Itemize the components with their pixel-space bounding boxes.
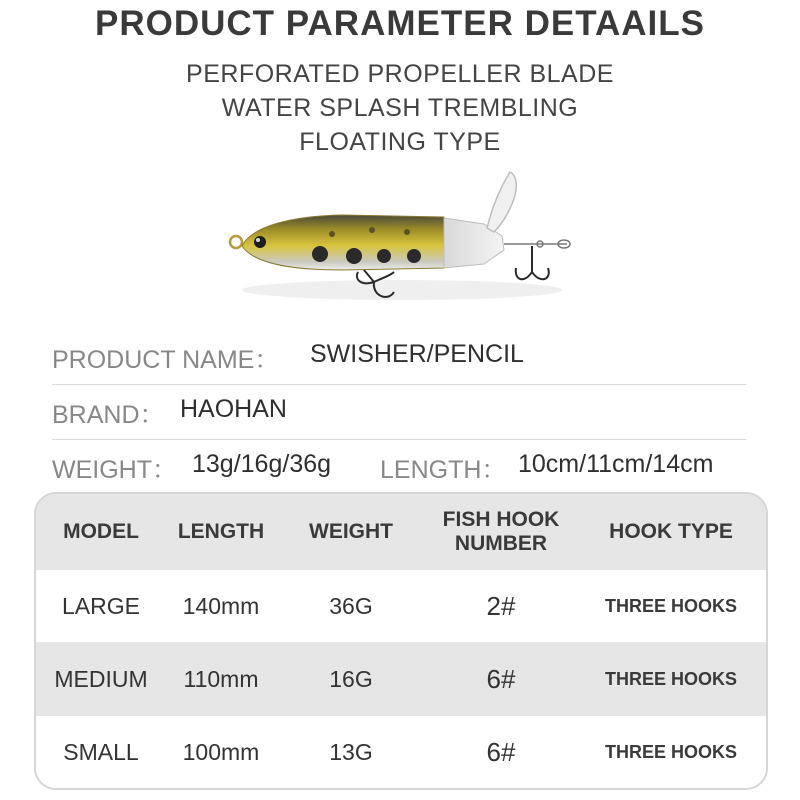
brand-value: HAOHAN — [180, 395, 287, 423]
product-name-row — [52, 340, 746, 385]
rear-treble-hook-icon — [516, 246, 549, 279]
length-label: LENGTH： — [380, 456, 507, 484]
weight-label: WEIGHT： — [52, 456, 177, 484]
cell-hook-number: 6# — [486, 663, 516, 694]
header-fish-hook-number: FISH HOOK NUMBER — [442, 508, 560, 555]
propeller-blade-icon — [487, 172, 516, 232]
table-row — [36, 570, 766, 642]
subtitle-line-2: WATER SPLASH TREMBLING — [221, 94, 579, 122]
cell-hook-number: 2# — [486, 590, 516, 621]
cell-hook-type: THREE HOOKS — [604, 668, 737, 689]
page-title: PRODUCT PARAMETER DETAAILS — [95, 4, 705, 43]
spec-table — [34, 492, 768, 790]
length-value: 10cm/11cm/14cm — [518, 450, 714, 478]
header-weight: WEIGHT — [309, 520, 393, 543]
subtitle-line-3: FLOATING TYPE — [299, 128, 501, 156]
product-name-label: PRODUCT NAME： — [52, 346, 280, 374]
table-row — [36, 716, 766, 788]
cell-model: SMALL — [63, 738, 139, 765]
line-tie-icon — [230, 236, 242, 248]
cell-weight: 13G — [329, 738, 373, 765]
weight-length-row — [52, 450, 746, 490]
cell-model: LARGE — [62, 592, 140, 619]
fishing-lure-image — [222, 168, 582, 313]
cell-hook-number: 6# — [486, 736, 516, 767]
table-header-row — [36, 494, 766, 570]
brand-row — [52, 395, 746, 440]
table-row — [36, 642, 766, 716]
weight-value: 13g/16g/36g — [192, 450, 332, 478]
cell-hook-type: THREE HOOKS — [604, 741, 737, 762]
cell-length: 100mm — [182, 738, 260, 765]
cell-weight: 16G — [329, 665, 373, 692]
cell-length: 110mm — [183, 665, 259, 692]
cell-model: MEDIUM — [54, 665, 148, 692]
cell-weight: 36G — [329, 592, 373, 619]
brand-label: BRAND： — [52, 401, 165, 429]
header-hook-type: HOOK TYPE — [609, 520, 733, 543]
header-model: MODEL — [63, 520, 139, 543]
header-length: LENGTH — [177, 520, 265, 543]
cell-hook-type: THREE HOOKS — [604, 595, 737, 616]
product-name-value: SWISHER/PENCIL — [310, 340, 524, 368]
cell-length: 140mm — [182, 592, 260, 619]
subtitle-line-1: PERFORATED PROPELLER BLADE — [186, 60, 614, 88]
